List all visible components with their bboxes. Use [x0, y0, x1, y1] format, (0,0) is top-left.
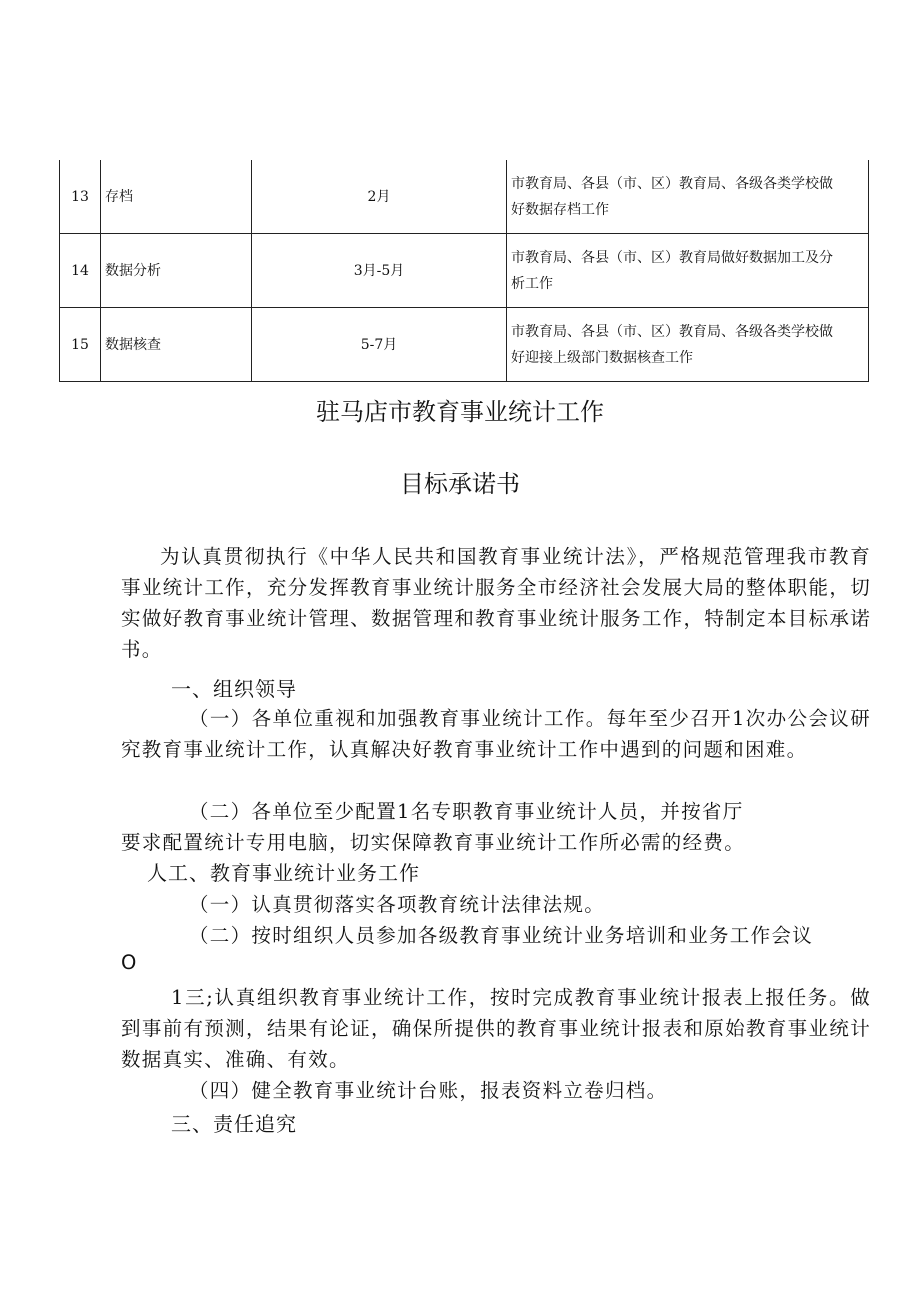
paragraph-s2-4: （四）健全教育事业统计台账，报表资料立卷归档。: [189, 1079, 668, 1102]
task-description-line: 好迎接上级部门数据核查工作: [511, 349, 693, 366]
section-heading-accountability: 三、责任追究: [171, 1112, 297, 1136]
paragraph-s2-3: 1三;认真组织教育事业统计工作，按时完成教育事业统计报表上报任务。做到事前有预测，结果有论证，确保所提供的教育事业统计报表和原始教育事业统计数据真实、准确、有效。: [121, 986, 871, 1071]
row-number: 13: [60, 160, 101, 234]
task-time: 3月-5月: [252, 234, 507, 308]
task-description-line: 市教育局、各县（市、区）教育局、各级各类学校做: [511, 175, 833, 192]
task-description-line: 市教育局、各县（市、区）教育局做好数据加工及分: [511, 249, 833, 266]
paragraph-s1-2-line2: 要求配置统计专用电脑，切实保障教育事业统计工作所必需的经费。: [121, 831, 746, 854]
paragraph-s2-2-line1: （二）按时组织人员参加各级教育事业统计业务培训和业务工作会议: [189, 924, 814, 947]
document-subtitle: 目标承诺书: [400, 470, 520, 498]
section-heading-business: 人工、教育事业统计业务工作: [147, 861, 420, 885]
section-heading-organization: 一、组织领导: [171, 677, 297, 701]
table-row: [60, 234, 869, 308]
table-row: [60, 160, 869, 234]
table-row: [60, 308, 869, 382]
task-description: [507, 308, 869, 382]
document-title: 驻马店市教育事业统计工作: [316, 398, 604, 426]
row-number: 15: [60, 308, 101, 382]
task-description: [507, 234, 869, 308]
row-number: 14: [60, 234, 101, 308]
intro-paragraph: 为认真贯彻执行《中华人民共和国教育事业统计法》，严格规范管理我市教育事业统计工作，充分发挥教育事业统计服务全市经济社会发展大局的整体职能，切实做好教育事业统计管理、数据管理和教育事业统计服务工作，特制定本目标承诺书。: [121, 545, 871, 661]
paragraph-s1-2-line1: （二）各单位至少配置1名专职教育事业统计人员，并按省厅: [189, 800, 744, 823]
task-time: 5-7月: [252, 308, 507, 382]
task-description-line: 析工作: [511, 275, 553, 292]
schedule-table: [59, 160, 869, 382]
paragraph-s2-2-line2: O: [121, 951, 138, 974]
task-name: 数据分析: [101, 234, 252, 308]
task-description-line: 市教育局、各县（市、区）教育局、各级各类学校做: [511, 323, 833, 340]
task-description-line: 好数据存档工作: [511, 201, 609, 218]
task-description: [507, 160, 869, 234]
task-name: 数据核查: [101, 308, 252, 382]
paragraph-s1-1: （一）各单位重视和加强教育事业统计工作。每年至少召开1次办公会议研究教育事业统计工作，认真解决好教育事业统计工作中遇到的问题和困难。: [121, 707, 871, 761]
task-name: 存档: [101, 160, 252, 234]
task-time: 2月: [252, 160, 507, 234]
paragraph-s2-1: （一）认真贯彻落实各项教育统计法律法规。: [189, 893, 606, 916]
